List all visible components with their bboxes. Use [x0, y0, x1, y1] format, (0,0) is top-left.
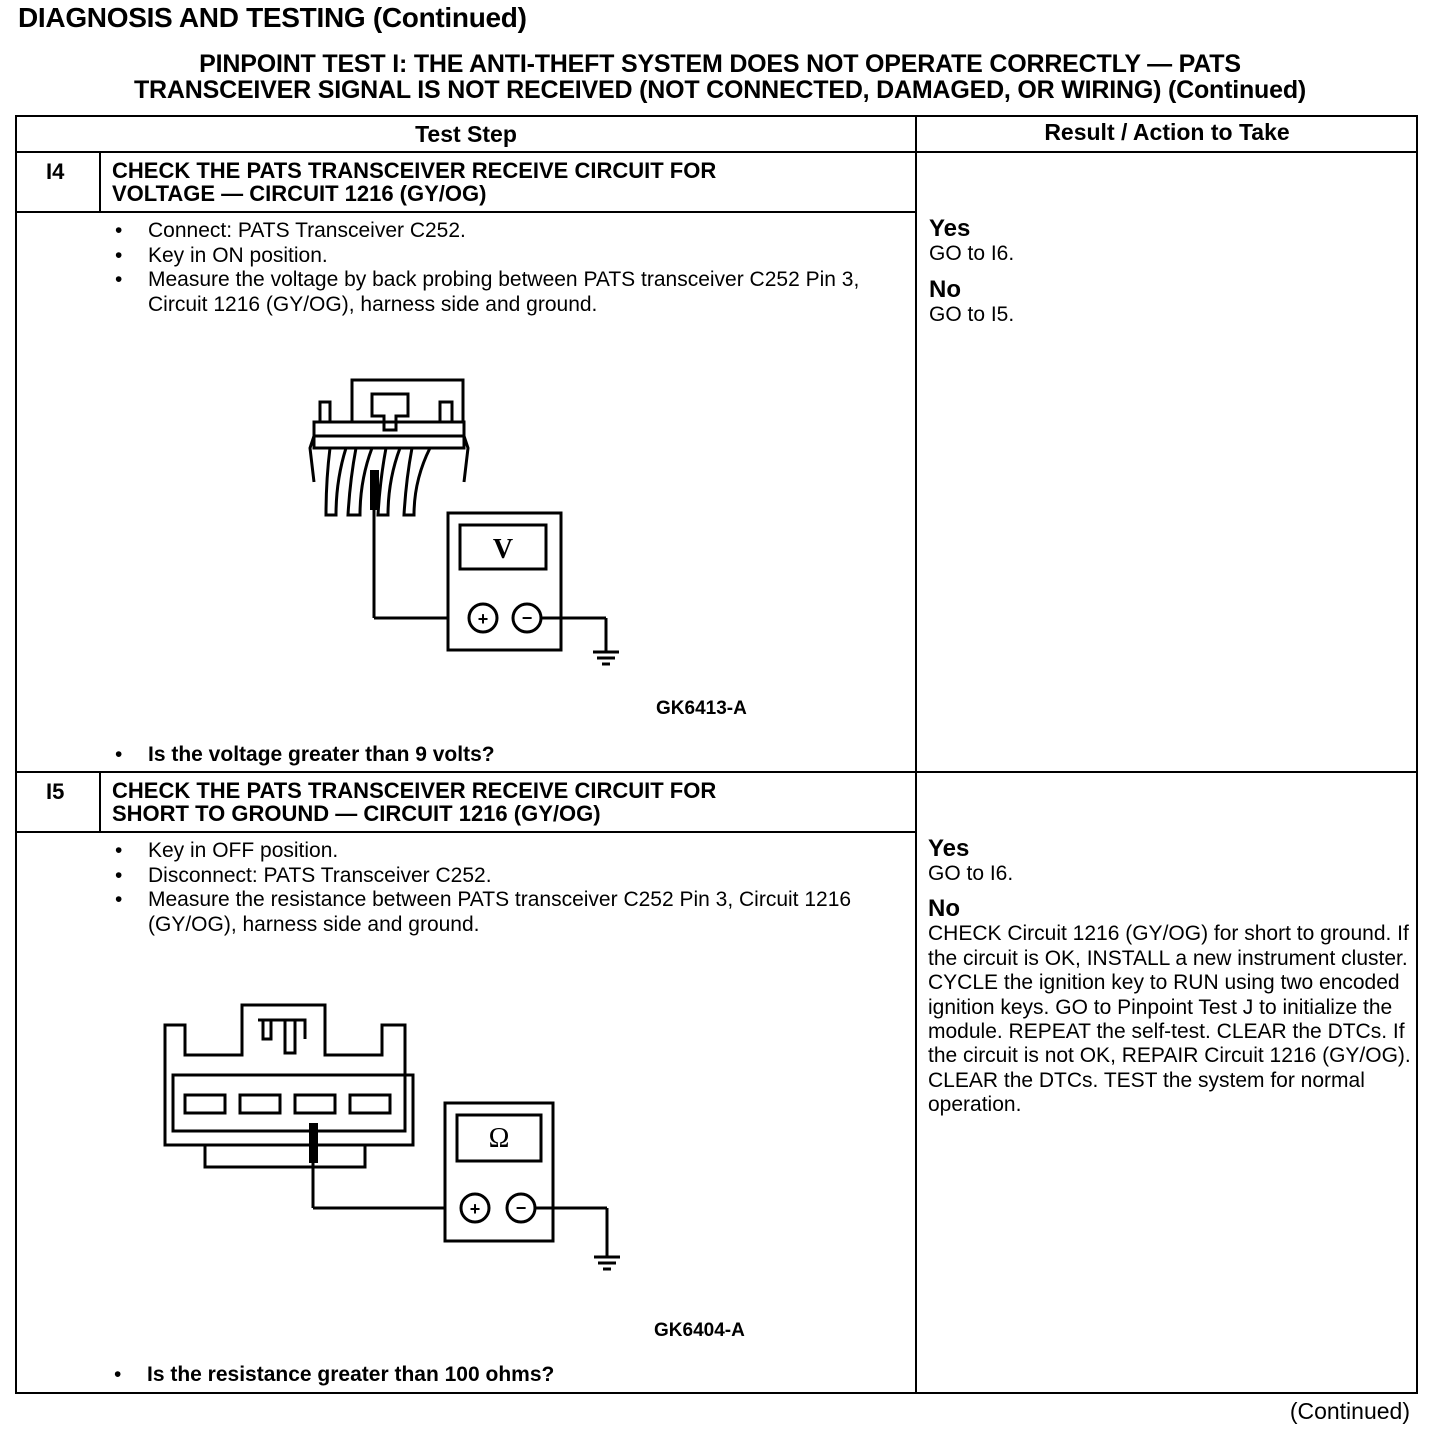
test-title-line-2: TRANSCEIVER SIGNAL IS NOT RECEIVED (NOT CONNECTED, DAMAGED, OR WIRING) (Continued)	[133, 76, 1307, 104]
step-question: • Is the voltage greater than 9 volts?	[115, 743, 495, 767]
header-test-step: Test Step	[415, 121, 517, 147]
instruction-item: • Key in OFF position.	[115, 839, 895, 864]
step-id: I5	[46, 779, 65, 804]
instruction-item: • Disconnect: PATS Transceiver C252.	[115, 864, 895, 889]
yes-label: Yes	[928, 835, 970, 862]
no-label: No	[929, 275, 961, 303]
step-divider	[15, 771, 1418, 773]
no-action: GO to I5.	[929, 302, 1015, 326]
i5-result	[928, 836, 1412, 1118]
column-divider	[915, 115, 917, 1394]
i5-id-divider	[99, 771, 101, 833]
step-title: CHECK THE PATS TRANSCEIVER RECEIVE CIRCUIT FOR VOLTAGE — CIRCUIT 1216 (GY/OG)	[112, 158, 717, 206]
step-question: • Is the resistance greater than 100 ohms?	[114, 1363, 554, 1387]
header-divider	[15, 151, 1418, 153]
instruction-item: • Connect: PATS Transceiver C252.	[115, 219, 895, 244]
yes-label: Yes	[929, 215, 971, 242]
plus-terminal-label: +	[477, 609, 489, 629]
figure-code: GK6404-A	[654, 1320, 745, 1341]
figure-code: GK6413-A	[656, 698, 747, 719]
step-instructions	[115, 839, 895, 937]
meter-display-symbol: V	[492, 534, 514, 565]
continued-note: (Continued)	[1289, 1398, 1410, 1424]
step-instructions	[115, 219, 895, 317]
i4-result	[929, 216, 1409, 327]
i4-id-divider	[99, 151, 101, 213]
meter-display-symbol: Ω	[488, 1123, 510, 1154]
test-title-line-1: PINPOINT TEST I: THE ANTI-THEFT SYSTEM DOES NOT OPERATE CORRECTLY — PATS	[199, 50, 1241, 78]
instruction-item: • Measure the resistance between PATS transceiver C252 Pin 3, Circuit 1216 (GY/OG), harness side and ground.	[115, 888, 895, 937]
no-label: No	[928, 895, 960, 923]
no-action: CHECK Circuit 1216 (GY/OG) for short to ground. If the circuit is OK, INSTALL a new instrument cluster. CYCLE the ignition key to RUN using two encoded ignition keys. GO to Pinpoint Test J to initialize the module. REPEAT the self-test. CLEAR the DTCs. If the circuit is not OK, REPAIR Circuit 1216 (GY/OG). CLEAR the DTCs. TEST the system for normal operation.	[928, 922, 1411, 1117]
instruction-item: • Measure the voltage by back probing between PATS transceiver C252 Pin 3, Circuit 1216 (GY/OG), harness side and ground.	[115, 268, 895, 317]
yes-action: GO to I6.	[929, 242, 1015, 265]
step-title: CHECK THE PATS TRANSCEIVER RECEIVE CIRCUIT FOR SHORT TO GROUND — CIRCUIT 1216 (GY/OG)	[112, 778, 717, 826]
header-result: Result / Action to Take	[1044, 119, 1290, 145]
minus-terminal-label: −	[521, 608, 533, 628]
yes-action: GO to I6.	[928, 862, 1014, 885]
i5-title-divider	[15, 831, 917, 833]
resistance-test-diagram	[155, 995, 645, 1295]
step-id: I4	[46, 159, 65, 184]
plus-terminal-label: +	[469, 1199, 481, 1219]
minus-terminal-label: −	[515, 1198, 527, 1218]
voltage-test-diagram	[300, 370, 640, 680]
page-title: DIAGNOSIS AND TESTING (Continued)	[18, 2, 527, 33]
instruction-item: • Key in ON position.	[115, 244, 895, 269]
i4-title-divider	[15, 211, 917, 213]
